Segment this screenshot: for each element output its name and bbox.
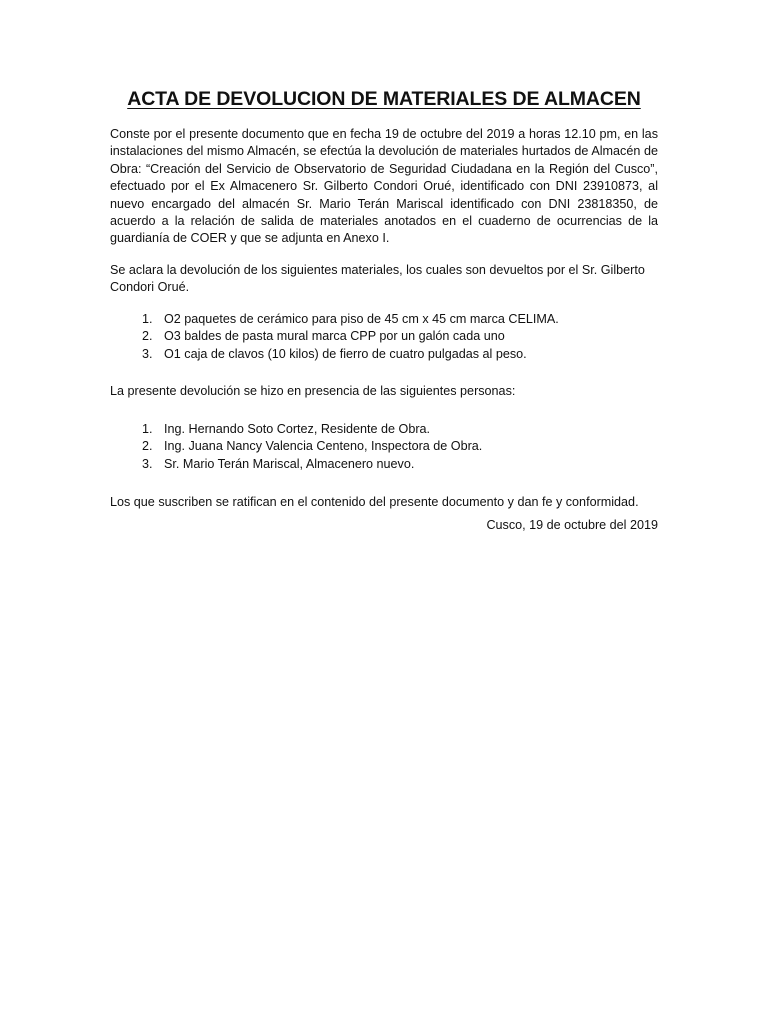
- materials-intro-paragraph: Se aclara la devolución de los siguientes materiales, los cuales son devueltos por el Sr. Gilberto Condori Orué.: [110, 262, 645, 295]
- persons-list: [110, 421, 658, 474]
- document-page: [110, 88, 658, 534]
- persons-intro-paragraph: La presente devolución se hizo en presencia de las siguientes personas:: [110, 384, 516, 399]
- document-title: ACTA DE DEVOLUCION DE MATERIALES DE ALMACEN: [127, 88, 641, 110]
- materials-list: [110, 311, 658, 364]
- list-item: 1. O2 paquetes de cerámico para piso de 45 cm x 45 cm marca CELIMA.: [156, 311, 658, 329]
- list-item: 1. Ing. Hernando Soto Cortez, Residente de Obra.: [156, 421, 658, 439]
- list-item: 3. O1 caja de clavos (10 kilos) de fierro de cuatro pulgadas al peso.: [156, 346, 658, 364]
- list-item: 3. Sr. Mario Terán Mariscal, Almacenero nuevo.: [156, 456, 658, 474]
- list-item: 2. O3 baldes de pasta mural marca CPP por un galón cada uno: [156, 328, 658, 346]
- closing-paragraph: Los que suscriben se ratifican en el contenido del presente documento y dan fe y conformidad.: [110, 494, 639, 509]
- place-date: Cusco, 19 de octubre del 2019: [486, 518, 658, 533]
- intro-paragraph: Conste por el presente documento que en fecha 19 de octubre del 2019 a horas 12.10 pm, en las instalaciones del mismo Almacén, se efectúa la devolución de materiales hurtados de Almacén de Obra: “Creación del Servicio de Observatorio de Seguridad Ciudadana en la Región del Cusco”, efectuado por el Ex Almacenero Sr. Gilberto Condori Orué, identificado con DNI 23910873, al nuevo encargado del almacén Sr. Mario Terán Mariscal identificado con DNI 23818350, de acuerdo a la relación de salida de materiales anotados en el cuaderno de ocurrencias de la guardianía de COER y que se adjunta en Anexo I.: [110, 127, 658, 246]
- list-item: 2. Ing. Juana Nancy Valencia Centeno, Inspectora de Obra.: [156, 438, 658, 456]
